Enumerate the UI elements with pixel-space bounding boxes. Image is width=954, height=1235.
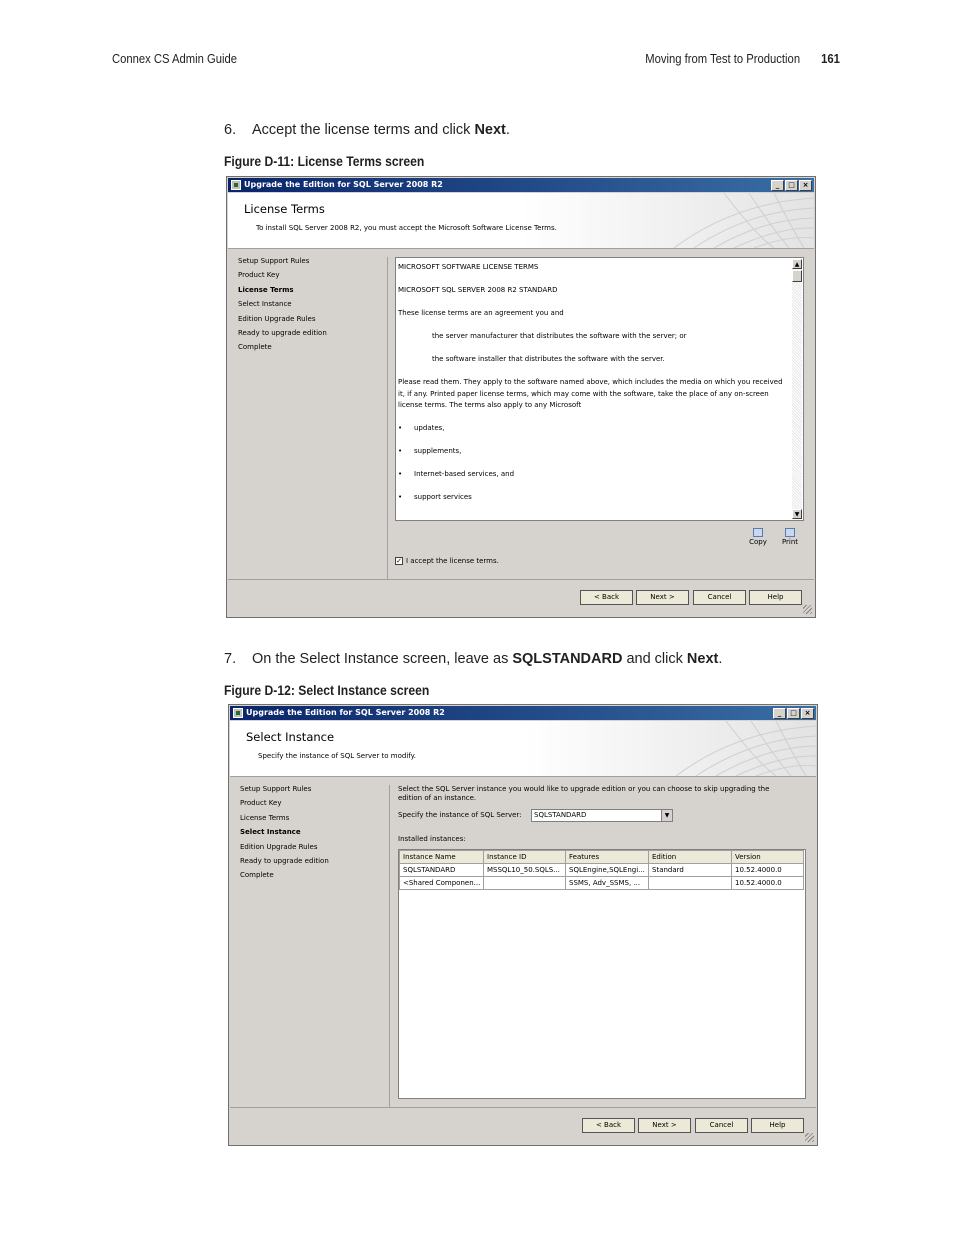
license-paragraph: Please read them. They apply to the software named above, which includes the media on which you received it, if any. Printed paper license terms, which may come with the software, take the place of any on-screen license terms. The terms also apply to any Microsoft [398,378,783,409]
close-button[interactable]: × [801,708,814,719]
chevron-down-icon[interactable]: ▼ [661,810,672,821]
next-button[interactable]: Next > [636,590,689,605]
copy-icon [753,528,763,537]
title-bar [228,178,814,192]
page-title: License Terms [244,202,325,216]
nav-item-product-key[interactable]: Product Key [240,799,282,808]
specify-instance-label: Specify the instance of SQL Server: [398,811,522,819]
app-icon [231,180,241,190]
step-emphasis: SQLSTANDARD [512,651,623,667]
scroll-up-icon[interactable]: ▲ [792,259,802,269]
resize-grip-icon[interactable] [803,605,812,614]
title-bar [230,706,816,720]
button-bar [228,579,814,616]
minimize-button[interactable]: _ [771,180,784,191]
nav-item-edition-upgrade-rules[interactable]: Edition Upgrade Rules [238,314,316,323]
banner-decoration-icon [656,721,816,776]
table-header-row [400,851,804,864]
banner-decoration-icon [654,193,814,248]
cancel-button[interactable]: Cancel [693,590,746,605]
nav-item-complete[interactable]: Complete [240,871,274,880]
step-text: Accept the license terms and click [252,122,475,138]
installed-instances-label: Installed instances: [398,835,466,843]
table-cell [649,877,732,890]
window-title: Upgrade the Edition for SQL Server 2008 R2 [244,180,443,189]
page-subtitle: Specify the instance of SQL Server to modify. [258,752,416,760]
step-number: 6. [224,122,237,138]
nav-item-complete[interactable]: Complete [238,343,272,352]
license-paragraph: These license terms are an agreement you and [398,309,564,317]
nav-item-edition-upgrade-rules[interactable]: Edition Upgrade Rules [240,842,318,851]
back-button[interactable]: < Back [580,590,633,605]
figure-caption: Figure D-12: Select Instance screen [224,683,430,698]
table-cell: MSSQL10_50.SQLS... [484,864,566,877]
accept-checkbox[interactable]: ✓ [396,557,402,565]
step-text-end: . [505,122,510,138]
close-button[interactable]: × [799,180,812,191]
vertical-scrollbar[interactable] [792,259,802,519]
help-button[interactable]: Help [751,1118,804,1133]
table-row[interactable] [400,877,804,890]
cancel-button[interactable]: Cancel [695,1118,748,1133]
column-header[interactable]: Instance Name [400,851,484,864]
window-title: Upgrade the Edition for SQL Server 2008 R2 [246,708,445,717]
nav-item-setup-support-rules[interactable]: Setup Support Rules [238,257,310,265]
next-button[interactable]: Next > [638,1118,691,1133]
table-cell [484,877,566,890]
table-cell: SSMS, Adv_SSMS, ... [566,877,649,890]
table-cell: Standard [649,864,732,877]
running-header-title: Connex CS Admin Guide [112,52,238,66]
installed-instances-table[interactable] [398,849,806,1099]
step-emphasis: Next [686,651,719,667]
license-terms-window [226,176,816,618]
step-text-mid: and click [622,651,687,667]
nav-item-ready-to-upgrade[interactable]: Ready to upgrade edition [240,856,329,865]
page-title: Select Instance [246,730,335,744]
license-product: MICROSOFT SQL SERVER 2008 R2 STANDARD [398,286,558,294]
page-subtitle: To install SQL Server 2008 R2, you must accept the Microsoft Software License Terms. [256,224,557,232]
nav-item-license-terms[interactable]: License Terms [238,285,294,294]
column-header[interactable]: Version [732,851,804,864]
nav-item-select-instance[interactable]: Select Instance [240,828,301,837]
step-7 [224,651,722,667]
nav-item-product-key[interactable]: Product Key [238,271,280,280]
instance-select[interactable] [531,809,673,822]
table-cell: 10.52.4000.0 [732,864,804,877]
instance-select-value: SQLSTANDARD [534,811,587,819]
running-header-section: Moving from Test to Production [645,52,800,66]
minimize-button[interactable]: _ [773,708,786,719]
print-button[interactable] [779,528,801,546]
scroll-down-icon[interactable]: ▼ [792,509,802,519]
wizard-nav [228,257,388,579]
scroll-thumb[interactable] [792,270,802,282]
figure-caption: Figure D-11: License Terms screen [224,154,425,169]
column-header[interactable]: Instance ID [484,851,566,864]
license-bullet: • supplements, [398,446,783,458]
header-banner [228,193,814,249]
table-row[interactable] [400,864,804,877]
table-cell: 10.52.4000.0 [732,877,804,890]
column-header[interactable]: Features [566,851,649,864]
table-cell: SQLSTANDARD [400,864,484,877]
header-banner [230,721,816,777]
accept-label: I accept the license terms. [406,557,499,565]
resize-grip-icon[interactable] [805,1133,814,1142]
page-number: 161 [821,52,840,66]
step-6 [224,122,510,138]
step-text-end: . [718,651,723,667]
maximize-button[interactable]: □ [785,180,798,191]
button-bar [230,1107,816,1144]
column-header[interactable]: Edition [649,851,732,864]
select-instance-window [228,704,818,1146]
app-icon [233,708,243,718]
maximize-button[interactable]: □ [787,708,800,719]
nav-item-select-instance[interactable]: Select Instance [238,300,292,309]
step-number: 7. [224,651,237,667]
license-paragraph: the software installer that distributes the software with the server. [432,355,665,363]
table-cell: <Shared Componen... [400,877,484,890]
nav-item-setup-support-rules[interactable]: Setup Support Rules [240,785,312,793]
table-cell: SQLEngine,SQLEngi... [566,864,649,877]
step-emphasis: Next [474,122,506,138]
license-paragraph: the server manufacturer that distributes the software with the server; or [432,332,687,340]
print-icon [785,528,795,537]
license-heading: MICROSOFT SOFTWARE LICENSE TERMS [398,263,539,271]
back-button[interactable]: < Back [582,1118,635,1133]
accept-terms-row[interactable] [395,557,499,565]
step-text: On the Select Instance screen, leave as [252,651,513,667]
print-label: Print [781,538,799,546]
nav-item-ready-to-upgrade[interactable]: Ready to upgrade edition [238,328,327,337]
help-button[interactable]: Help [749,590,802,605]
copy-button[interactable] [747,528,769,546]
license-bullet: • support services [398,492,783,504]
license-text-box[interactable] [395,257,804,521]
license-bullet: • updates, [398,423,783,435]
nav-item-license-terms[interactable]: License Terms [240,813,290,822]
instance-description: Select the SQL Server instance you would like to upgrade edition or you can choose to skip upgrading the edition of an instance. [398,785,770,802]
license-bullet: • Internet-based services, and [398,469,783,481]
wizard-nav [230,785,390,1107]
copy-label: Copy [749,538,767,546]
